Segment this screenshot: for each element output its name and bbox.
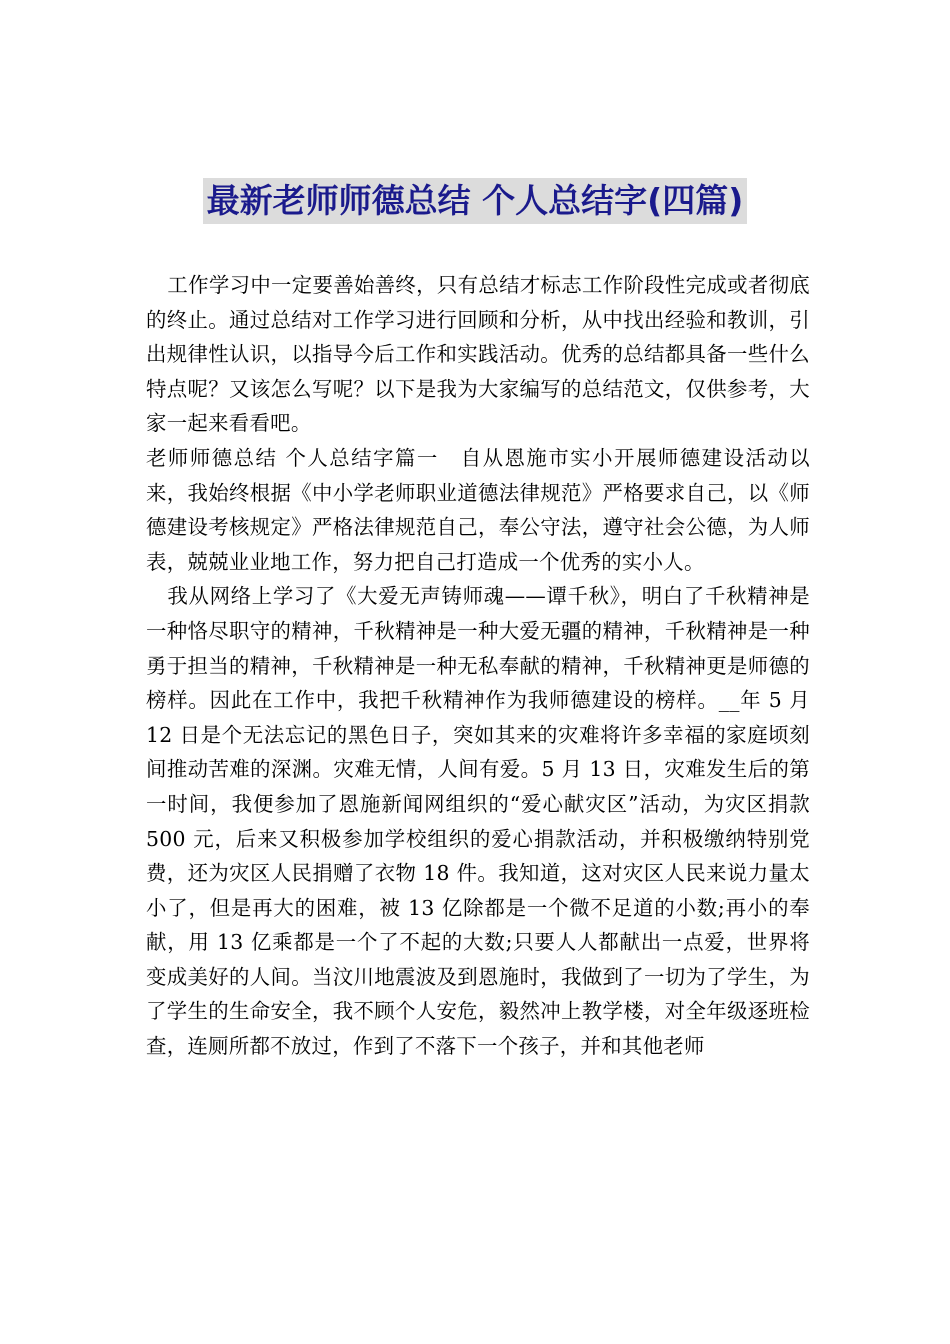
intro-paragraph: 工作学习中一定要善始善终，只有总结才标志工作阶段性完成或者彻底的终止。通过总结对工作学习进行回顾和分析，从中找出经验和教训，引出规律性认识，以指导今后工作和实践活动。优秀的总结都具备一些什么特点呢？又该怎么写呢？以下是我为大家编写的总结范文，仅供参考，大家一起来看看吧。 (146, 273, 810, 436)
document-body (146, 268, 810, 1064)
section-one-paragraph: 老师师德总结 个人总结字篇一 自从恩施市实小开展师德建设活动以来，我始终根据《中小学老师职业道德法律规范》严格要求自己，以《师德建设考核规定》严格法律规范自己，奉公守法，遵守社会公德，为人师表，兢兢业业地工作，努力把自己打造成一个优秀的实小人。 (146, 445, 810, 574)
document-title: 最新老师师德总结 个人总结字(四篇) (203, 178, 748, 224)
title-container (0, 178, 950, 224)
body-paragraph: 我从网络上学习了《大爱无声铸师魂——谭千秋》，明白了千秋精神是一种恪尽职守的精神，千秋精神是一种大爱无疆的精神，千秋精神是一种勇于担当的精神，千秋精神是一种无私奉献的精神，千秋精神更是师德的榜样。因此在工作中，我把千秋精神作为我师德建设的榜样。__年 5 月 12 日是个无法忘记的黑色日子，突如其来的灾难将许多幸福的家庭顷刻间推动苦难的深渊。灾难无情，人间有爱。5 月 13 日，灾难发生后的第一时间，我便参加了恩施新闻网组织的“爱心献灾区”活动，为灾区捐款 500 元，后来又积极参加学校组织的爱心捐款活动，并积极缴纳特别党费，还为灾区人民捐赠了衣物 18 件。我知道，这对灾区人民来说力量太小了，但是再大的困难，被 13 亿除都是一个微不足道的小数;再小的奉献，用 13 亿乘都是一个了不起的大数;只要人人都献出一点爱，世界将变成美好的人间。当汶川地震波及到恩施时，我做到了一切为了学生，为了学生的生命安全，我不顾个人安危，毅然冲上教学楼，对全年级逐班检查，连厕所都不放过，作到了不落下一个孩子，并和其他老师 (146, 584, 810, 1059)
